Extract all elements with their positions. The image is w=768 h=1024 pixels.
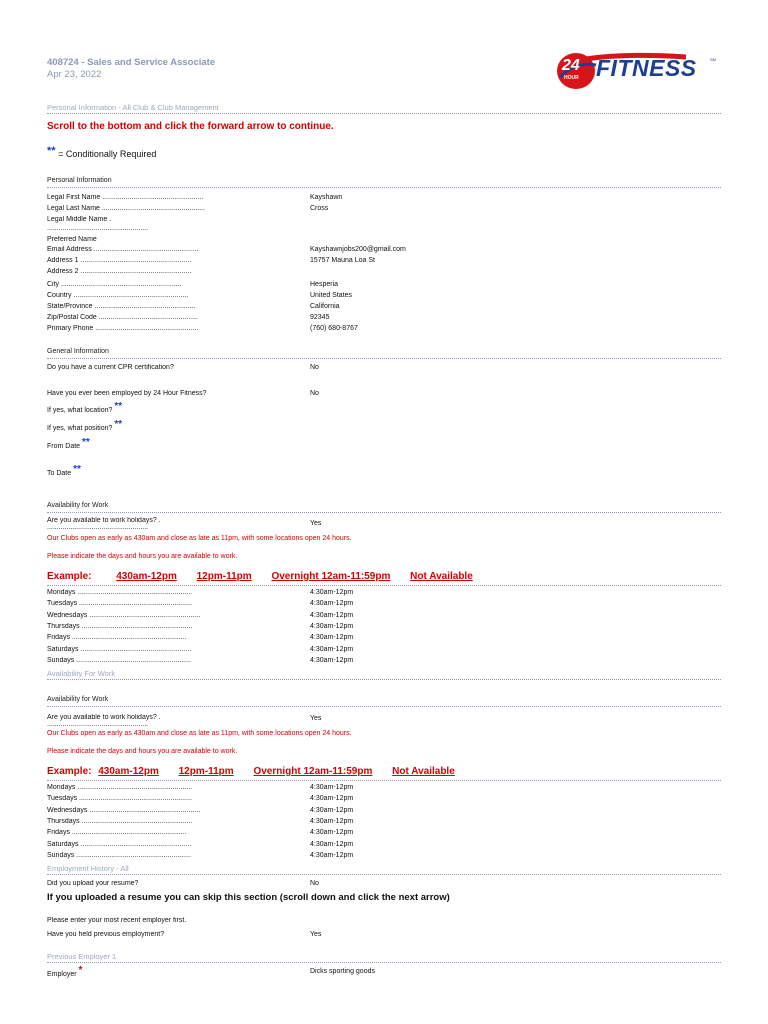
resume-question: Did you upload your resume?	[47, 880, 139, 887]
divider	[47, 780, 721, 781]
conditional-stars: **	[114, 419, 123, 430]
job-title: 408724 - Sales and Service Associate	[47, 57, 216, 68]
conditional-stars: **	[114, 401, 123, 412]
section-availability-header: Availability For Work	[47, 669, 116, 678]
field-value: United States	[310, 292, 353, 299]
day-label: Thursdays .........................................................	[47, 623, 193, 630]
to-date-text: To Date	[47, 470, 72, 477]
location-question-text: If yes, what location?	[47, 407, 113, 414]
day-label: Sundays ...........................................................	[47, 657, 191, 664]
example-label: Example:	[47, 571, 92, 582]
employed-question: Have you ever been employed by 24 Hour Fitness?	[47, 390, 207, 397]
example-legend	[47, 766, 455, 777]
day-hours: 4:30am-12pm	[310, 612, 354, 619]
to-date-question	[47, 464, 81, 477]
day-label: Wednesdays .........................................................	[47, 807, 201, 814]
day-hours: 4:30am-12pm	[310, 818, 354, 825]
cpr-answer: No	[310, 364, 319, 371]
day-label: Fridays ...........................................................	[47, 829, 187, 836]
availability-title: Availability for Work	[47, 696, 109, 703]
day-hours: 4:30am-12pm	[310, 657, 354, 664]
employer-label	[47, 965, 82, 978]
skip-section-note: If you uploaded a resume you can skip this section (scroll down and click the next arrow)	[47, 892, 450, 903]
day-hours: 4:30am-12pm	[310, 623, 354, 630]
day-label: Mondays ...........................................................	[47, 589, 193, 596]
day-label: Mondays ...........................................................	[47, 784, 193, 791]
divider	[47, 358, 721, 359]
field-value: Kayshawnjobs200@gmail.com	[310, 246, 406, 253]
day-hours: 4:30am-12pm	[310, 852, 354, 859]
holiday-answer: Yes	[310, 520, 322, 527]
field-label: Zip/Postal Code ...................................................	[47, 314, 198, 321]
day-hours: 4:30am-12pm	[310, 784, 354, 791]
example-legend	[47, 571, 473, 582]
field-label: Country ...........................................................	[47, 292, 189, 299]
field-label-dots: ....................................................	[47, 225, 149, 232]
divider	[47, 187, 721, 188]
logo-tm: SM	[710, 57, 716, 62]
clubs-hours-note: Our Clubs open as early as 430am and close as late as 11pm, with some locations open 24 hours.	[47, 730, 352, 737]
scroll-instruction: Scroll to the bottom and click the forward arrow to continue.	[47, 121, 334, 132]
from-date-text: From Date	[47, 443, 81, 450]
previous-employer-1-title: Previous Employer 1	[47, 952, 117, 961]
divider	[47, 585, 721, 586]
recent-employer-note: Please enter your most recent employer first.	[47, 917, 187, 924]
day-label: Tuesdays ..........................................................	[47, 600, 192, 607]
position-question-text: If yes, what position?	[47, 425, 113, 432]
field-label: Legal Middle Name .	[47, 216, 112, 223]
section-employment-header: Employment History - All	[47, 864, 129, 873]
field-value: Hesperia	[310, 281, 339, 288]
holiday-dots: ....................................................	[47, 721, 149, 728]
example-label: Example:	[47, 766, 92, 777]
example-option: Overnight 12am-11:59pm	[253, 766, 373, 777]
logo-number: 24	[562, 57, 580, 74]
field-label: Preferred Name	[47, 236, 97, 243]
required-star: *	[78, 965, 83, 976]
divider	[47, 113, 721, 114]
location-question	[47, 401, 122, 414]
employer-value: Dicks sporting goods	[310, 968, 375, 975]
field-label: Email Address ......................................................	[47, 246, 199, 253]
position-question	[47, 419, 122, 432]
holiday-dots: ....................................................	[47, 524, 149, 531]
employer-label-text: Employer	[47, 971, 77, 978]
logo-hour: HOUR	[564, 75, 579, 81]
conditional-legend	[47, 145, 156, 159]
availability-title: Availability for Work	[47, 502, 109, 509]
day-label: Sundays ...........................................................	[47, 852, 191, 859]
logo-wordmark: FITNESS	[596, 55, 697, 81]
general-info-title: General Information	[47, 348, 109, 355]
day-hours: 4:30am-12pm	[310, 646, 354, 653]
field-value: (760) 680-8767	[310, 325, 358, 332]
field-label: Address 1 .........................................................	[47, 257, 192, 264]
example-option: Not Available	[392, 766, 455, 777]
day-hours: 4:30am-12pm	[310, 795, 354, 802]
cpr-question: Do you have a current CPR certification?	[47, 364, 174, 371]
field-value: 15757 Mauna Loa St	[310, 257, 375, 264]
divider	[47, 512, 721, 513]
day-label: Thursdays .........................................................	[47, 818, 193, 825]
day-hours: 4:30am-12pm	[310, 600, 354, 607]
conditional-text: = Conditionally Required	[58, 149, 157, 159]
holiday-question: Are you available to work holidays? .	[47, 517, 161, 524]
field-label: City ..............................................................	[47, 281, 182, 288]
from-date-question	[47, 437, 90, 450]
field-label: Primary Phone .....................................................	[47, 325, 199, 332]
divider	[47, 679, 721, 680]
conditional-stars: **	[47, 145, 56, 157]
example-option: 430am-12pm	[98, 766, 159, 777]
day-hours: 4:30am-12pm	[310, 829, 354, 836]
holiday-question: Are you available to work holidays? .	[47, 714, 161, 721]
day-label: Saturdays .........................................................	[47, 646, 192, 653]
field-label: Legal Last Name .....................................................	[47, 205, 205, 212]
day-label: Saturdays .........................................................	[47, 841, 192, 848]
previous-employment-question: Have you held previous employment?	[47, 931, 165, 938]
divider	[47, 874, 721, 875]
day-hours: 4:30am-12pm	[310, 841, 354, 848]
field-value: California	[310, 303, 340, 310]
resume-answer: No	[310, 880, 319, 887]
conditional-stars: **	[73, 464, 81, 475]
previous-employment-answer: Yes	[310, 931, 322, 938]
day-hours: 4:30am-12pm	[310, 589, 354, 596]
section-personal-header: Personal Information - All Club & Club Management	[47, 103, 219, 112]
personal-info-title: Personal Information	[47, 177, 112, 184]
day-label: Fridays ...........................................................	[47, 634, 187, 641]
divider	[47, 706, 721, 707]
field-value: Cross	[310, 205, 329, 212]
fitness-logo	[556, 51, 726, 91]
divider	[47, 962, 721, 963]
application-date: Apr 23, 2022	[47, 69, 102, 80]
example-option: Overnight 12am-11:59pm	[271, 571, 391, 582]
field-value: 92345	[310, 314, 330, 321]
field-value: Kayshawn	[310, 194, 343, 201]
example-option: 12pm-11pm	[178, 766, 234, 777]
example-option: 12pm-11pm	[196, 571, 252, 582]
field-label: Address 2 .........................................................	[47, 268, 192, 275]
clubs-hours-note: Our Clubs open as early as 430am and close as late as 11pm, with some locations open 24 hours.	[47, 535, 352, 542]
field-label: State/Province ....................................................	[47, 303, 196, 310]
indicate-hours-note: Please indicate the days and hours you are available to work.	[47, 748, 238, 755]
conditional-stars: **	[82, 437, 90, 448]
example-option: Not Available	[410, 571, 473, 582]
day-label: Tuesdays ..........................................................	[47, 795, 192, 802]
indicate-hours-note: Please indicate the days and hours you are available to work.	[47, 553, 238, 560]
employed-answer: No	[310, 390, 319, 397]
day-label: Wednesdays .........................................................	[47, 612, 201, 619]
holiday-answer: Yes	[310, 715, 322, 722]
example-option: 430am-12pm	[116, 571, 177, 582]
day-hours: 4:30am-12pm	[310, 807, 354, 814]
field-label: Legal First Name ....................................................	[47, 194, 204, 201]
day-hours: 4:30am-12pm	[310, 634, 354, 641]
